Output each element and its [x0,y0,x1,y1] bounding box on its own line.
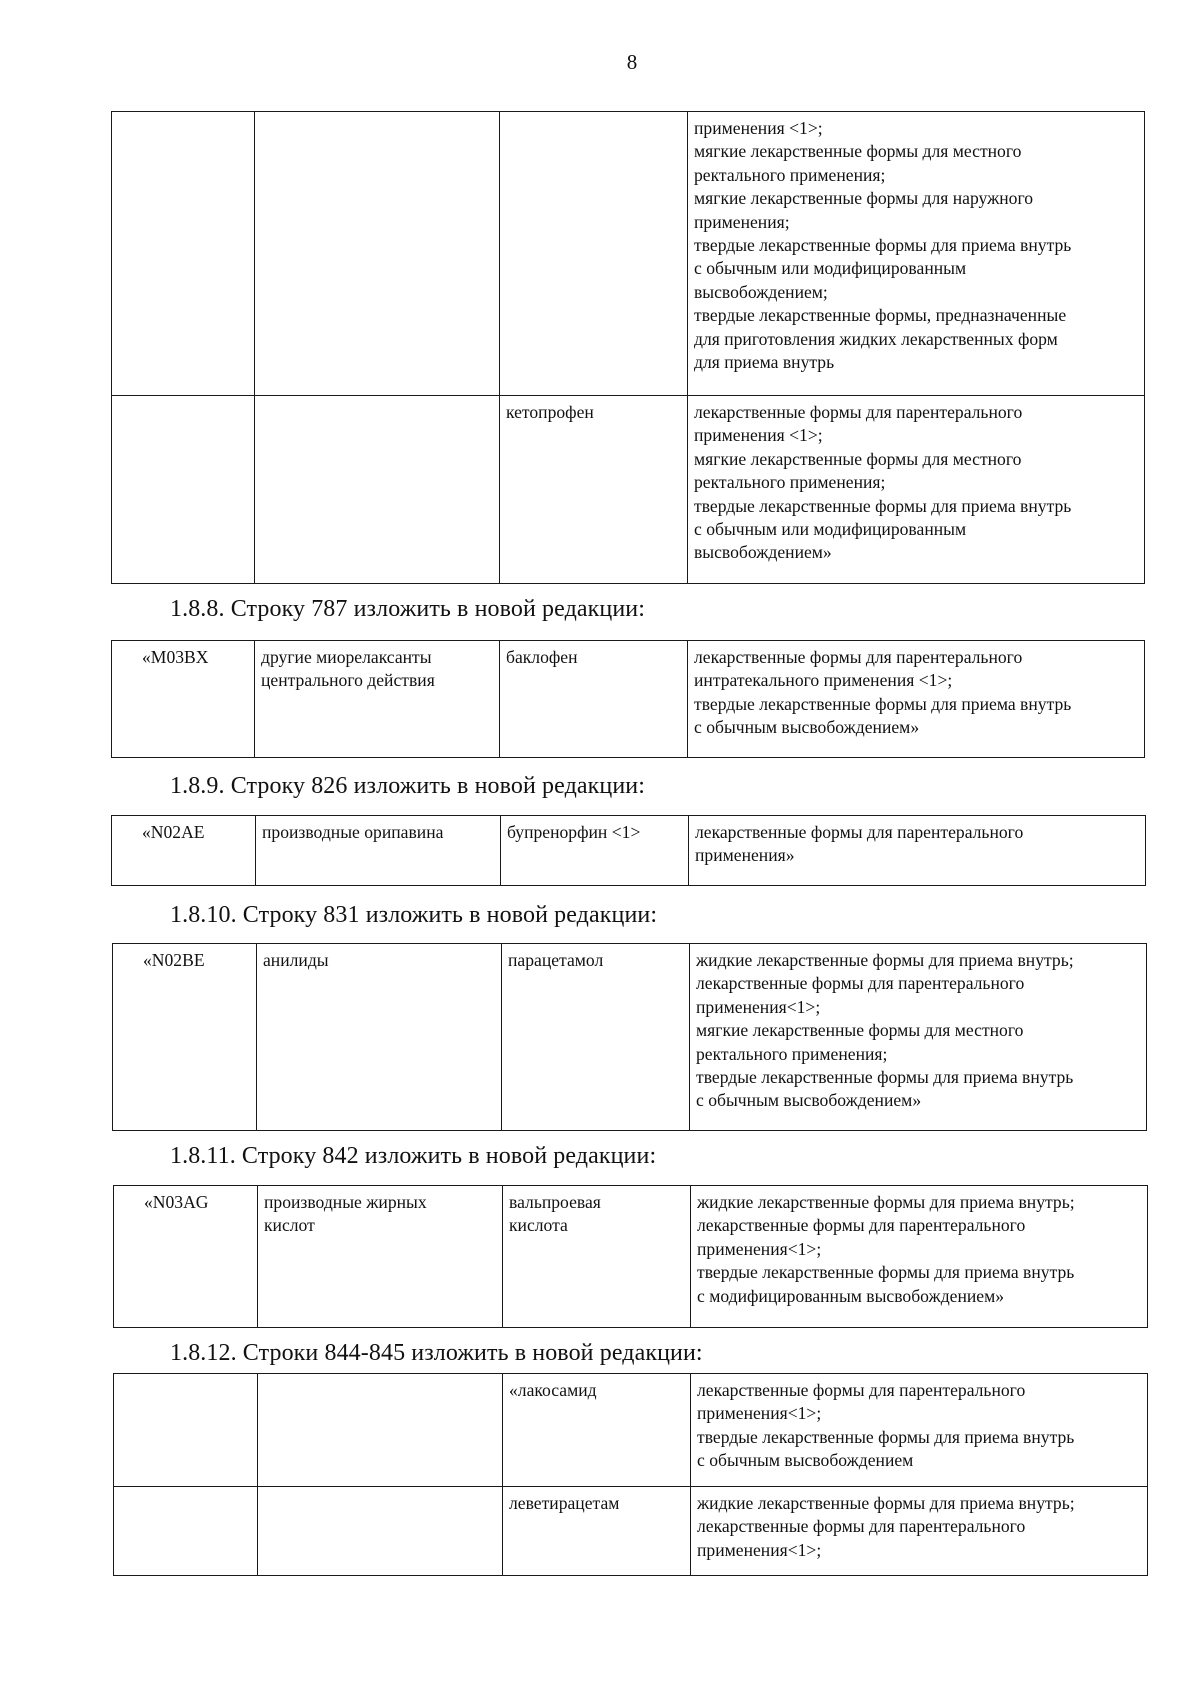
drug-cell [503,1374,691,1487]
form-line: с обычным высвобождением [697,1450,914,1471]
form-line: применения <1>; [694,118,823,138]
table-row [114,1487,1148,1576]
group-cell [255,641,500,758]
form-line: применения; [694,211,790,232]
group-line: кислот [264,1215,315,1236]
form-line: применения» [695,845,795,866]
table-row-787 [111,640,1145,758]
form-line: лекарственные формы для парентерального [696,973,1025,994]
form-line: лекарственные формы для парентерального [694,402,1023,422]
atc-code: «N02BE [143,950,205,970]
forms-cell [691,1487,1148,1576]
form-line: лекарственные формы для парентерального [697,1516,1026,1537]
section-heading: 1.8.9. Строку 826 изложить в новой редакции: [170,773,646,799]
code-cell [112,112,255,396]
table-row [112,641,1145,758]
form-line: жидкие лекарственные формы для приема внутрь; [697,1493,1075,1513]
section-heading: 1.8.8. Строку 787 изложить в новой редакции: [170,596,646,622]
drug-name: бупренорфин <1> [507,822,641,842]
drug-cell [502,944,690,1131]
code-cell [114,1186,258,1328]
form-line: применения<1>; [696,996,821,1017]
forms-cell [691,1186,1148,1328]
section-heading: 1.8.11. Строку 842 изложить в новой редакции: [170,1143,657,1169]
form-line: интратекального применения <1>; [694,670,953,691]
form-line: ректального применения; [694,472,886,493]
drug-cell [503,1186,691,1328]
form-line: мягкие лекарственные формы для местного [694,141,1022,162]
code-cell [112,641,255,758]
atc-code: «N03AG [144,1192,209,1212]
form-line: твердые лекарственные формы для приема внутрь [697,1262,1075,1283]
form-line: применения <1>; [694,425,823,446]
drug-cell [501,816,689,886]
drug-name: леветирацетам [509,1493,620,1513]
form-line: с обычным или модифицированным [694,258,967,279]
drug-cell [503,1487,691,1576]
group-line: производные жирных [264,1192,427,1212]
drug-name: кислота [509,1215,568,1236]
group-cell [255,396,500,584]
atc-code: «N02AE [142,822,205,842]
code-cell [112,396,255,584]
table-row [112,112,1145,396]
form-line: для приготовления жидких лекарственных форм [694,328,1058,349]
drug-cell [500,396,688,584]
form-line: твердые лекарственные формы для приема внутрь [694,693,1072,714]
section-heading: 1.8.12. Строки 844-845 изложить в новой редакции: [170,1340,703,1366]
drug-name: вальпроевая [509,1192,601,1212]
form-line: мягкие лекарственные формы для наружного [694,188,1034,209]
forms-cell [688,112,1145,396]
form-line: мягкие лекарственные формы для местного [694,448,1022,469]
forms-cell [691,1374,1148,1487]
form-line: для приема внутрь [694,352,835,373]
form-line: лекарственные формы для парентерального [697,1380,1026,1400]
form-line: применения<1>; [697,1403,822,1424]
code-cell [114,1374,258,1487]
form-line: с обычным или модифицированным [694,519,967,540]
form-line: лекарственные формы для парентерального [695,822,1024,842]
form-line: лекарственные формы для парентерального [694,647,1023,667]
drug-cell [500,112,688,396]
group-line: производные орипавина [262,822,444,842]
drug-name: кетопрофен [506,402,594,422]
atc-code: «M03BX [142,647,209,667]
form-line: высвобождением; [694,281,828,302]
code-cell [112,816,256,886]
form-line: жидкие лекарственные формы для приема внутрь; [697,1192,1075,1212]
page-number: 8 [626,50,638,74]
form-line: применения<1>; [697,1238,822,1259]
code-cell [114,1487,258,1576]
table-row [114,1186,1148,1328]
form-line: ректального применения; [694,164,886,185]
form-line: с модифицированным высвобождением» [697,1285,1005,1306]
form-line: с обычным высвобождением» [696,1090,922,1111]
group-cell [257,944,502,1131]
drug-cell [500,641,688,758]
form-line: применения<1>; [697,1539,822,1560]
group-cell [258,1374,503,1487]
forms-cell [689,816,1146,886]
group-cell [255,112,500,396]
form-line: твердые лекарственные формы, предназначенные [694,305,1067,326]
table-continuation [111,111,1145,584]
code-cell [113,944,257,1131]
form-line: твердые лекарственные формы для приема внутрь [696,1067,1074,1088]
forms-cell [688,641,1145,758]
table-row-831 [112,943,1147,1131]
section-heading: 1.8.10. Строку 831 изложить в новой редакции: [170,902,658,928]
form-line: твердые лекарственные формы для приема внутрь [694,235,1072,256]
drug-name: парацетамол [508,950,604,970]
group-line: другие миорелаксанты [261,647,432,667]
table-row-826 [111,815,1146,886]
form-line: с обычным высвобождением» [694,717,920,738]
group-cell [258,1186,503,1328]
table-row [114,1374,1148,1487]
table-row [112,396,1145,584]
group-cell [258,1487,503,1576]
form-line: твердые лекарственные формы для приема внутрь [697,1426,1075,1447]
form-line: мягкие лекарственные формы для местного [696,1020,1024,1041]
table-row [112,816,1146,886]
group-line: анилиды [263,950,329,970]
drug-name: «лакосамид [509,1380,597,1400]
table-row-842 [113,1185,1148,1328]
forms-cell [690,944,1147,1131]
group-cell [256,816,501,886]
forms-cell [688,396,1145,584]
form-line: лекарственные формы для парентерального [697,1215,1026,1236]
form-line: твердые лекарственные формы для приема внутрь [694,495,1072,516]
drug-name: баклофен [506,647,578,667]
form-line: жидкие лекарственные формы для приема внутрь; [696,950,1074,970]
table-row [113,944,1147,1131]
table-rows-844-845 [113,1373,1148,1576]
form-line: высвобождением» [694,542,832,563]
form-line: ректального применения; [696,1043,888,1064]
group-line: центрального действия [261,670,435,691]
